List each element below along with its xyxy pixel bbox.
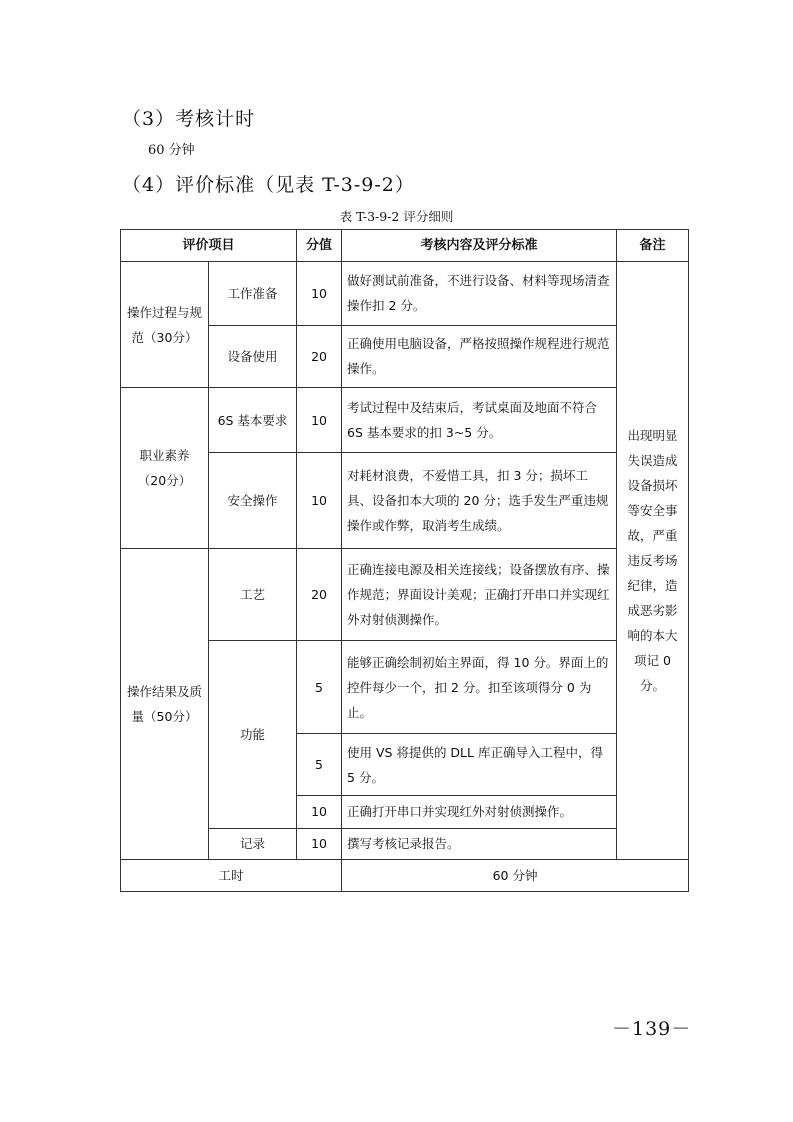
criteria-cell: 使用 VS 将提供的 DLL 库正确导入工程中，得 5 分。 bbox=[342, 733, 617, 795]
sub-item-cell: 6S 基本要求 bbox=[209, 387, 297, 452]
criteria-cell: 正确连接电源及相关连接线；设备摆放有序、操作规范；界面设计美观；正确打开串口并实现红外对射侦测操作。 bbox=[342, 548, 617, 641]
table-header-row bbox=[121, 230, 689, 262]
score-cell: 10 bbox=[297, 387, 342, 452]
score-cell: 10 bbox=[297, 796, 342, 828]
table-row bbox=[121, 387, 689, 452]
group-cell: 职业素养（20分） bbox=[121, 387, 209, 548]
table-row bbox=[121, 548, 689, 641]
note-cell: 出现明显失误造成设备损坏等安全事故，严重违反考场纪律，造成恶劣影响的本大项记 0 分。 bbox=[617, 262, 689, 860]
criteria-cell: 正确打开串口并实现红外对射侦测操作。 bbox=[342, 796, 617, 828]
sub-item-cell: 安全操作 bbox=[209, 453, 297, 549]
criteria-cell: 正确使用电脑设备，严格按照操作规程进行规范操作。 bbox=[342, 325, 617, 387]
score-cell: 20 bbox=[297, 548, 342, 641]
header-note: 备注 bbox=[617, 230, 689, 262]
work-hours-label: 工时 bbox=[121, 859, 342, 891]
criteria-cell: 撰写考核记录报告。 bbox=[342, 828, 617, 859]
table-caption: 表 T-3-9-2 评分细则 bbox=[339, 209, 454, 224]
header-criteria: 考核内容及评分标准 bbox=[342, 230, 617, 262]
exam-duration: 60 分钟 bbox=[148, 143, 195, 158]
score-cell: 10 bbox=[297, 262, 342, 325]
score-cell: 10 bbox=[297, 828, 342, 859]
section-4-heading: （4）评价标准（见表 T-3-9-2） bbox=[122, 174, 415, 196]
header-score: 分值 bbox=[297, 230, 342, 262]
sub-item-cell: 功能 bbox=[209, 641, 297, 828]
page-number: －139－ bbox=[612, 1018, 692, 1040]
table-footer-row bbox=[121, 859, 689, 891]
score-cell: 10 bbox=[297, 453, 342, 549]
sub-item-cell: 记录 bbox=[209, 828, 297, 859]
criteria-cell: 能够正确绘制初始主界面，得 10 分。界面上的控件每少一个，扣 2 分。扣至该项得分 0 为止。 bbox=[342, 641, 617, 734]
group-cell: 操作过程与规范（30分） bbox=[121, 262, 209, 388]
group-cell: 操作结果及质量（50分） bbox=[121, 548, 209, 859]
work-hours-value: 60 分钟 bbox=[342, 859, 689, 891]
table-row bbox=[121, 262, 689, 325]
sub-item-cell: 工作准备 bbox=[209, 262, 297, 325]
scoring-table bbox=[120, 229, 689, 892]
sub-item-cell: 设备使用 bbox=[209, 325, 297, 387]
criteria-cell: 做好测试前准备，不进行设备、材料等现场清查操作扣 2 分。 bbox=[342, 262, 617, 325]
score-cell: 5 bbox=[297, 733, 342, 795]
header-item: 评价项目 bbox=[121, 230, 297, 262]
score-cell: 20 bbox=[297, 325, 342, 387]
section-3-heading: （3）考核计时 bbox=[122, 108, 256, 130]
criteria-cell: 考试过程中及结束后，考试桌面及地面不符合 6S 基本要求的扣 3~5 分。 bbox=[342, 387, 617, 452]
sub-item-cell: 工艺 bbox=[209, 548, 297, 641]
score-cell: 5 bbox=[297, 641, 342, 734]
criteria-cell: 对耗材浪费，不爱惜工具，扣 3 分；损坏工具、设备扣本大项的 20 分；选手发生严重违规操作或作弊，取消考生成绩。 bbox=[342, 453, 617, 549]
